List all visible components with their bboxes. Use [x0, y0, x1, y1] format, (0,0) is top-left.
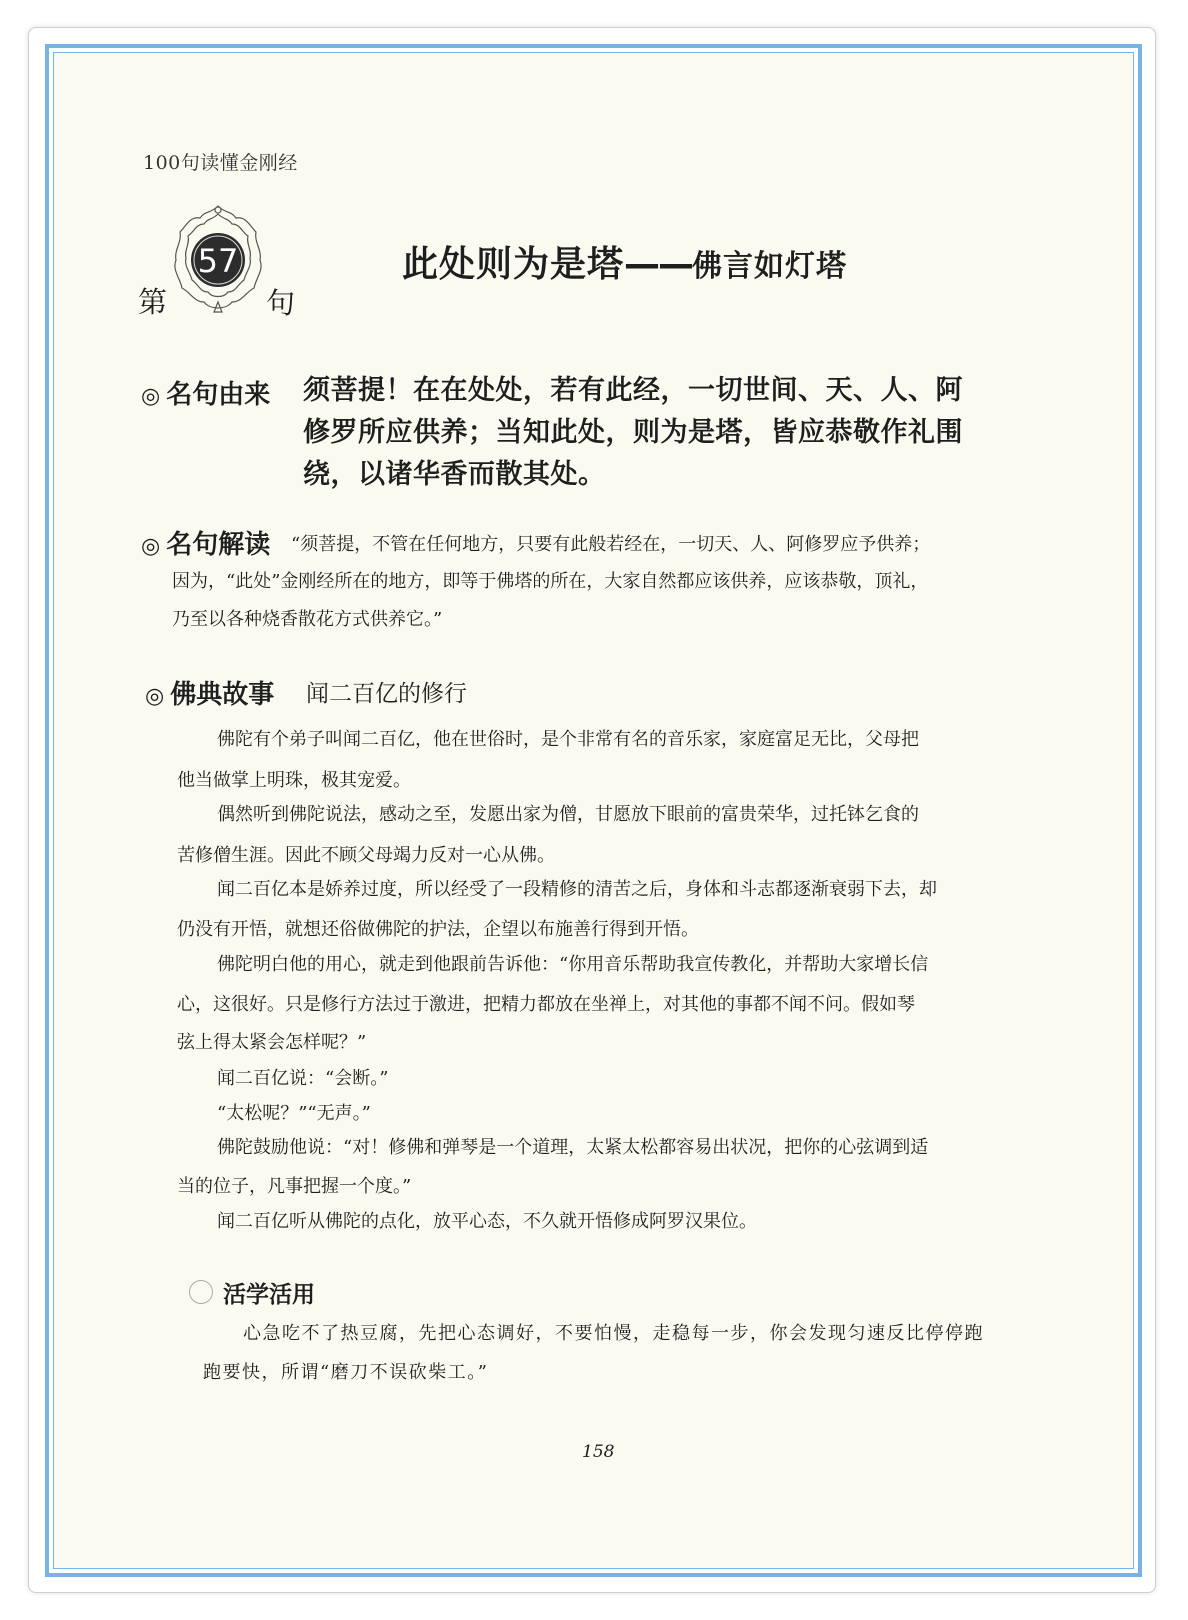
section-label-application: 活学活用 [223, 1282, 315, 1308]
story-line: 佛陀鼓励他说：“对！修佛和弹琴是一个道理，太紧太松都容易出状况，把你的心弦调到适 [217, 1137, 929, 1158]
interpretation-line: “须菩提，不管在任何地方，只要有此般若经在，一切天、人、阿修罗应予供养； [291, 534, 931, 555]
story-line: 闻二百亿说：“会断。” [217, 1068, 389, 1089]
story-line: 当的位子，凡事把握一个度。” [177, 1176, 412, 1197]
title-sub: 佛言如灯塔 [692, 249, 848, 284]
bullet-marker-icon: ◎ [141, 534, 161, 559]
title-dash: —— [624, 244, 693, 285]
story-line: 他当做掌上明珠，极其宠爱。 [177, 770, 411, 791]
interpretation-line: 因为，“此处”金刚经所在的地方，即等于佛塔的所在，大家自然都应该供养，应该恭敬，顶礼， [172, 571, 929, 592]
source-line: 绕，以诸华香而散其处。 [303, 459, 606, 490]
chapter-suffix: 句 [266, 286, 296, 320]
story-line: 苦修僧生涯。因此不顾父母竭力反对一心从佛。 [177, 845, 555, 866]
story-line: 仍没有开悟，就想还俗做佛陀的护法，企望以布施善行得到开悟。 [177, 919, 699, 940]
story-line: 心，这很好。只是修行方法过于激进，把精力都放在坐禅上，对其他的事都不闻不问。假如琴 [177, 994, 915, 1015]
story-line: 佛陀有个弟子叫闻二百亿，他在世俗时，是个非常有名的音乐家，家庭富足无比，父母把 [217, 729, 919, 750]
running-header: 100句读懂金刚经 [143, 152, 298, 174]
source-line: 修罗所应供养；当知此处，则为是塔，皆应恭敬作礼围 [303, 417, 963, 448]
source-line: 须菩提！在在处处，若有此经，一切世间、天、人、阿 [303, 375, 963, 406]
application-line: 跑要快，所谓“磨刀不误砍柴工。” [203, 1362, 489, 1383]
interpretation-line: 乃至以各种烧香散花方式供养它。” [172, 609, 443, 630]
section-label-story: ◎ 佛典故事 [145, 680, 275, 710]
bullet-marker-icon: ◎ [141, 384, 161, 409]
bullet-marker-icon: ◎ [145, 684, 165, 709]
chapter-prefix: 第 [138, 285, 168, 319]
title-main: 此处则为是塔 [402, 244, 625, 285]
story-line: 闻二百亿听从佛陀的点化，放平心态，不久就开悟修成阿罗汉果位。 [217, 1211, 757, 1232]
story-line: 佛陀明白他的用心，就走到他跟前告诉他：“你用音乐帮助我宣传教化，并帮助大家增长信 [217, 954, 929, 975]
story-title: 闻二百亿的修行 [306, 681, 467, 707]
story-line: “太松呢？”“无声。” [217, 1103, 371, 1124]
chapter-medallion-icon [170, 202, 266, 314]
section-label-interpretation: ◎ 名句解读 [141, 530, 271, 560]
chapter-number: 57 [197, 242, 239, 280]
page-title [402, 236, 847, 287]
story-line: 偶然听到佛陀说法，感动之至，发愿出家为僧，甘愿放下眼前的富贵荣华，过托钵乞食的 [217, 804, 919, 825]
story-line: 闻二百亿本是娇养过度，所以经受了一段精修的清苦之后，身体和斗志都逐渐衰弱下去，却 [217, 879, 937, 900]
page-number: 158 [582, 1442, 615, 1462]
lotus-bullet-icon [189, 1280, 213, 1304]
story-line: 弦上得太紧会怎样呢？” [177, 1032, 367, 1053]
source-quote [303, 370, 1003, 496]
application-line: 心急吃不了热豆腐，先把心态调好，不要怕慢，走稳每一步，你会发现匀速反比停停跑 [243, 1323, 984, 1344]
section-label-source: ◎ 名句由来 [141, 380, 271, 410]
